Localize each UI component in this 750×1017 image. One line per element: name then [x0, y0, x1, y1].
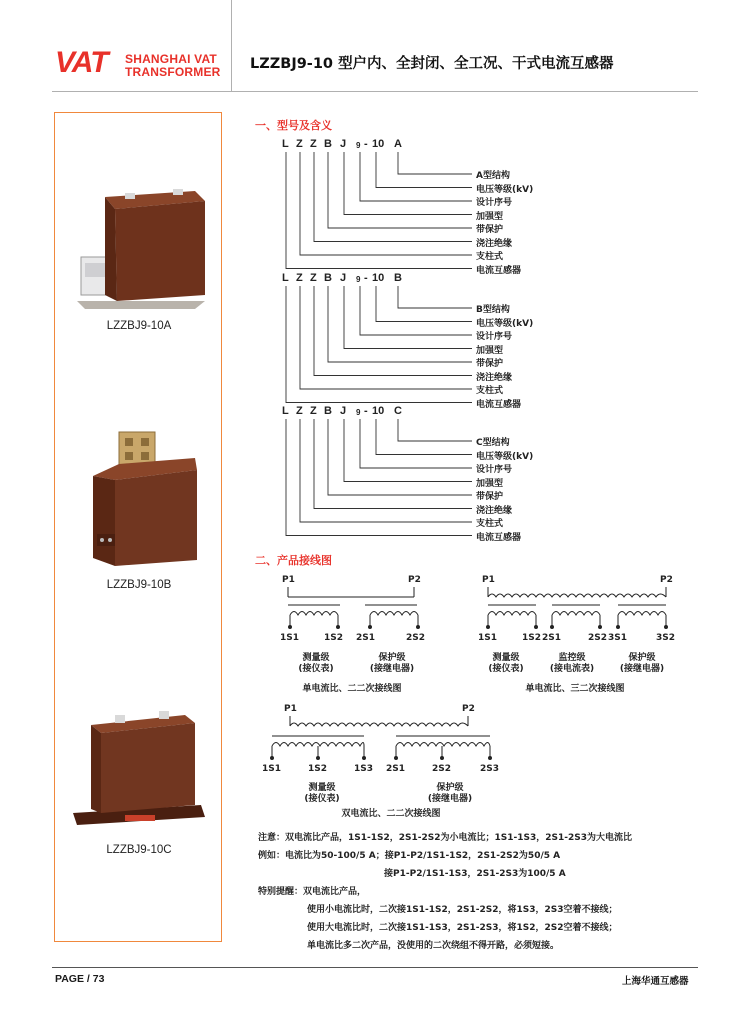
note-line-2: 例如：电流比为50-100/5 A；接P1-P2/1S1-1S2，2S1-2S2为50/5 A: [258, 851, 561, 861]
diagram1-terminal: 1S2: [324, 633, 344, 643]
product-caption-b: LZZBJ9-10B: [106, 579, 172, 591]
model-code-row: [282, 138, 412, 152]
diagram2-winding: [460, 585, 690, 635]
page-number: PAGE / 73: [55, 973, 105, 985]
diagram1-group1-sub: (接仪表): [298, 664, 334, 674]
model-code-description: 电流互感器: [476, 265, 522, 276]
diagram3-winding: [262, 714, 502, 764]
model-code-connector: [398, 286, 472, 308]
diagram1-group1: 测量级: [302, 653, 330, 663]
model-code-description: 设计序号: [476, 198, 513, 208]
model-code-connector: [328, 286, 472, 362]
page-title-model: LZZBJ9-10: [250, 56, 333, 72]
model-code-description: 支柱式: [476, 252, 504, 262]
page-title: [250, 52, 614, 73]
diagram1-p1-label: P1: [282, 575, 295, 585]
product-caption-c: LZZBJ9-10C: [106, 844, 172, 856]
model-code-description: 电压等级(kV): [476, 318, 534, 329]
diagram1-terminal: 2S2: [406, 633, 426, 643]
diagram2-p1-label: P1: [482, 575, 495, 585]
diagram2-caption: 单电流比、三二次接线图: [525, 684, 625, 694]
model-code-connector: [300, 152, 472, 255]
model-code-description: 带保护: [476, 225, 504, 235]
note-line-1: 注意：双电流比产品，1S1-1S2，2S1-2S2为小电流比；1S1-1S3，2S1-2S3为大电流比: [258, 833, 632, 843]
diagram2-terminal: 1S1: [478, 633, 498, 643]
model-code-letter: -: [364, 272, 368, 284]
diagram3-caption: 双电流比、二二次接线图: [341, 809, 441, 819]
model-code-letter: 9: [356, 408, 361, 417]
diagram3-terminal: 2S1: [386, 764, 406, 774]
model-code-connector: [360, 419, 472, 468]
model-code-description: A型结构: [476, 171, 510, 181]
model-code-connector: [360, 286, 472, 335]
model-code-letter: Z: [296, 405, 303, 417]
model-code-connector: [376, 419, 472, 455]
diagram1-p2-label: P2: [408, 575, 421, 585]
diagram3-group2: 保护级: [436, 783, 464, 793]
model-code-connectors: [282, 286, 482, 413]
model-code-description: 带保护: [476, 492, 504, 502]
company-name-line1: SHANGHAI VAT: [125, 52, 217, 66]
diagram1-terminal: 2S1: [356, 633, 376, 643]
model-code-connector: [344, 152, 472, 215]
diagram3-group2-sub: (接继电器): [427, 794, 473, 804]
model-code-description: 支柱式: [476, 519, 504, 529]
header-divider-vertical: [231, 0, 232, 92]
model-code-letter: C: [394, 405, 402, 417]
diagram2-terminal: 3S2: [656, 633, 676, 643]
model-code-letter: J: [340, 405, 347, 417]
diagram2-group1: 测量级: [492, 653, 520, 663]
diagram2-group2: 监控级: [558, 653, 586, 663]
model-code-description: C型结构: [476, 438, 510, 448]
model-code-letter: B: [324, 138, 332, 150]
model-code-description: 电压等级(kV): [476, 451, 534, 462]
model-code-letter: Z: [310, 405, 317, 417]
diagram2-group1-sub: (接仪表): [488, 664, 524, 674]
footer-brand: 上海华通互感器: [622, 976, 689, 987]
diagram3-terminal: 1S2: [308, 764, 328, 774]
model-code-letter: -: [364, 405, 368, 417]
diagram2-terminal: 3S1: [608, 633, 628, 643]
note-line-7: 单电流比多二次产品，没使用的二次绕组不得开路，必须短接。: [307, 941, 560, 951]
model-code-letter: 10: [372, 138, 385, 150]
diagram3-terminal: 2S3: [480, 764, 500, 774]
product-photo-panel: [54, 112, 222, 942]
model-code-connector: [328, 152, 472, 228]
model-code-description: B型结构: [476, 305, 510, 315]
diagram3-group1-sub: (接仪表): [304, 794, 340, 804]
model-code-description: 带保护: [476, 359, 504, 369]
model-code-letter: 10: [372, 405, 385, 417]
diagram3-terminal: 2S2: [432, 764, 452, 774]
product-photo-a: [55, 183, 223, 313]
model-code-connector: [344, 419, 472, 482]
model-code-row: [282, 272, 412, 286]
diagram1-caption: 单电流比、二二次接线图: [302, 684, 402, 694]
model-code-connector: [398, 152, 472, 174]
model-code-letter: L: [282, 405, 289, 417]
model-code-letter: Z: [310, 138, 317, 150]
model-code-letter: J: [340, 272, 347, 284]
company-logo: VAT: [55, 46, 108, 79]
note-line-6: 使用大电流比时，二次接1S1-1S3，2S1-2S3，将1S2，2S2空着不接线；: [307, 923, 618, 933]
model-code-description: 浇注绝缘: [476, 238, 513, 249]
model-code-letter: A: [394, 138, 402, 150]
model-code-letter: 9: [356, 275, 361, 284]
diagram3-terminal: 1S3: [354, 764, 374, 774]
model-code-letter: Z: [296, 138, 303, 150]
diagram2-group3-sub: (接继电器): [619, 664, 665, 674]
model-code-letter: -: [364, 138, 368, 150]
header-divider-horizontal: [52, 91, 698, 92]
diagram2-terminal: 2S2: [588, 633, 608, 643]
model-code-connectors: [282, 419, 482, 546]
note-line-4: 特别提醒：双电流比产品，: [258, 887, 367, 897]
diagram3-p2-label: P2: [462, 704, 475, 714]
model-code-description: 浇注绝缘: [476, 372, 513, 383]
model-code-letter: B: [324, 405, 332, 417]
model-code-row: [282, 405, 412, 419]
diagram3-group1: 测量级: [308, 783, 336, 793]
footer-divider: [52, 967, 698, 968]
model-code-letter: L: [282, 272, 289, 284]
model-code-connector: [376, 286, 472, 322]
model-code-connector: [376, 152, 472, 188]
model-code-letter: Z: [310, 272, 317, 284]
note-line-5: 使用小电流比时，二次接1S1-1S2，2S1-2S2，将1S3，2S3空着不接线；: [307, 905, 618, 915]
model-code-connector: [344, 286, 472, 349]
model-code-connector: [300, 419, 472, 522]
product-photo-b: [55, 428, 223, 578]
note-line-3: 接P1-P2/1S1-1S3，2S1-2S3为100/5 A: [384, 869, 566, 879]
diagram3-p1-label: P1: [284, 704, 297, 714]
model-code-description: 电流互感器: [476, 532, 522, 543]
product-photo-c: [55, 701, 223, 831]
model-code-letter: B: [394, 272, 402, 284]
model-code-connector: [360, 152, 472, 201]
model-code-connector: [300, 286, 472, 389]
model-code-description: 电压等级(kV): [476, 184, 534, 195]
model-code-description: 加强型: [476, 211, 504, 222]
diagram2-group3: 保护级: [628, 653, 656, 663]
model-code-letter: L: [282, 138, 289, 150]
product-caption-a: LZZBJ9-10A: [106, 320, 172, 332]
model-code-description: 设计序号: [476, 465, 513, 475]
model-code-description: 支柱式: [476, 386, 504, 396]
model-code-description: 设计序号: [476, 332, 513, 342]
diagram2-group2-sub: (接电流表): [549, 664, 595, 674]
model-code-description: 加强型: [476, 345, 504, 356]
model-code-connector: [328, 419, 472, 495]
diagram2-terminal: 1S2: [522, 633, 542, 643]
diagram3-terminal: 1S1: [262, 764, 282, 774]
model-code-letter: Z: [296, 272, 303, 284]
section-title-model-meaning: 一、型号及含义: [255, 119, 332, 132]
diagram1-winding: [260, 585, 450, 635]
model-code-letter: J: [340, 138, 347, 150]
model-code-connector: [398, 419, 472, 441]
diagram2-terminal: 2S1: [542, 633, 562, 643]
model-code-description: 加强型: [476, 478, 504, 489]
company-name-line2: TRANSFORMER: [125, 65, 221, 79]
page-title-description: 型户内、全封闭、全工况、干式电流互感器: [338, 56, 614, 72]
diagram1-terminal: 1S1: [280, 633, 300, 643]
diagram1-group2-sub: (接继电器): [369, 664, 415, 674]
model-code-letter: B: [324, 272, 332, 284]
model-code-letter: 10: [372, 272, 385, 284]
model-code-description: 电流互感器: [476, 399, 522, 410]
diagram2-p2-label: P2: [660, 575, 673, 585]
model-code-description: 浇注绝缘: [476, 505, 513, 516]
model-code-letter: 9: [356, 141, 361, 150]
model-code-connectors: [282, 152, 482, 279]
diagram1-group2: 保护级: [378, 653, 406, 663]
section-title-wiring: 二、产品接线图: [255, 554, 332, 567]
